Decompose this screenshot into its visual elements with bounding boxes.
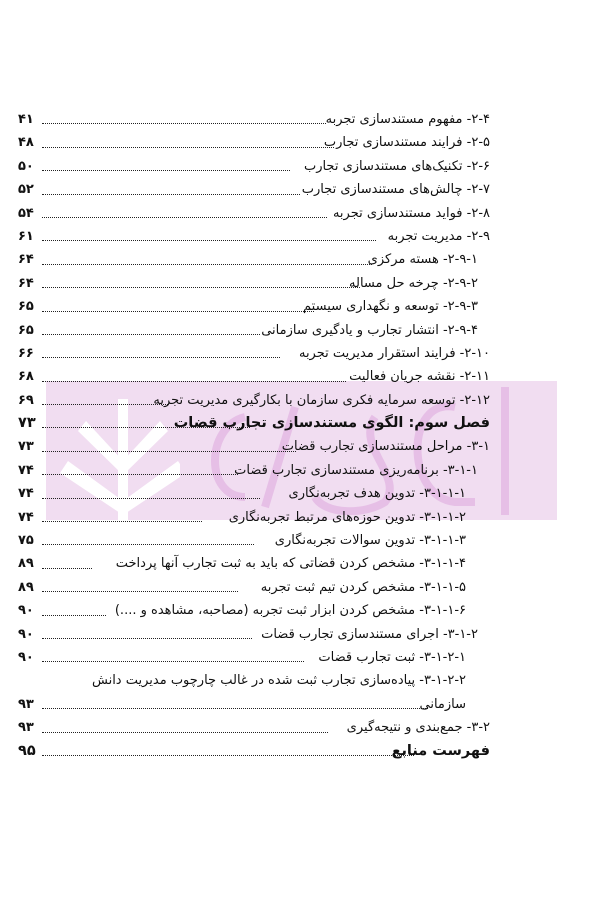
toc-page-number: ۵۴ <box>18 205 34 221</box>
toc-row[interactable] <box>18 506 490 529</box>
toc-page-number: ۹۰ <box>18 626 34 642</box>
dot-leader <box>42 202 327 225</box>
dot-leader <box>42 482 260 505</box>
toc-row[interactable] <box>18 646 490 669</box>
dot-leader <box>42 295 314 318</box>
toc-page-number: ۷۳ <box>18 439 34 455</box>
toc-page-number: ۶۵ <box>18 299 34 315</box>
dot-leader <box>42 365 346 388</box>
dot-leader <box>42 225 376 248</box>
toc-page-number: ۹۳ <box>18 696 34 712</box>
toc-entry-title: ۲-۶- تکنیک‌های مستندسازی تجارب <box>303 158 490 174</box>
table-of-contents <box>18 108 490 763</box>
toc-entry-title: ۳-۱-۱-۳- تدوین سوالات تجربه‌نگاری <box>274 533 466 549</box>
toc-chapter-row[interactable] <box>18 740 490 763</box>
toc-page-number: ۷۳ <box>18 415 36 432</box>
toc-entry-title: ۲-۹-۱- هسته مرکزی <box>367 252 478 268</box>
toc-page-number: ۷۴ <box>18 486 34 502</box>
toc-entry-title: ۳-۱-۱-۴- مشخص کردن قضاتی که باید به ثبت تجارب آنها پرداخت <box>115 556 466 572</box>
dot-leader <box>42 131 334 154</box>
toc-entry-title: ۳-۱-۲-۱- ثبت تجارب قضات <box>318 649 466 665</box>
toc-page-number: ۶۴ <box>18 275 34 291</box>
toc-row[interactable] <box>18 459 490 482</box>
toc-entry-title: ۲-۵- فرایند مستندسازی تجارب <box>323 135 490 151</box>
toc-row[interactable] <box>18 225 490 248</box>
toc-row[interactable] <box>18 482 490 505</box>
toc-page-number: ۵۲ <box>18 182 34 198</box>
toc-page-number: ۵۰ <box>18 158 34 174</box>
toc-page-number: ۶۸ <box>18 369 34 385</box>
toc-page-number: ۶۶ <box>18 345 34 361</box>
toc-entry-title: ۲-۸- فواید مستندسازی تجربه <box>332 205 490 221</box>
dot-leader <box>42 459 238 482</box>
toc-entry-title: ۳-۲- جمع‌بندی و نتیجه‌گیری <box>346 720 490 736</box>
toc-entry-title: ۳-۱-۱-۶- مشخص کردن ابزار ثبت تجربه (مصاحبه، مشاهده و ....) <box>114 603 466 619</box>
dot-leader <box>42 599 106 622</box>
dot-leader <box>42 529 254 552</box>
toc-entry-title: ۳-۱-۲-۲- پیاده‌سازی تجارب ثبت شده در غالب چارچوب مدیریت دانش <box>92 673 466 689</box>
toc-page-number: ۶۹ <box>18 392 34 408</box>
toc-row[interactable] <box>18 108 490 131</box>
toc-row[interactable] <box>18 295 490 318</box>
toc-page-number: ۹۰ <box>18 649 34 665</box>
toc-page-number: ۹۵ <box>18 742 36 759</box>
toc-page-number: ۸۹ <box>18 556 34 572</box>
toc-entry-title: ۳-۱-۱-۱- تدوین هدف تجربه‌نگاری <box>288 486 466 502</box>
toc-row[interactable] <box>18 178 490 201</box>
toc-row[interactable] <box>18 693 490 716</box>
toc-row[interactable] <box>18 202 490 225</box>
toc-entry-title: فصل سوم: الگوی مستندسازی تجارب قضات <box>173 415 490 432</box>
dot-leader <box>42 552 92 575</box>
toc-entry-title: ۲-۹-۳- توسعه و نگهداری سیستم <box>303 299 478 315</box>
toc-row[interactable] <box>18 248 490 271</box>
toc-row[interactable] <box>18 576 490 599</box>
toc-entry-title: ۳-۱-۱- برنامه‌ریزی مستندسازی تجارب قضات <box>234 462 478 478</box>
toc-entry-title: ۲-۱۱- نقشه جریان فعالیت <box>349 369 490 385</box>
toc-row[interactable] <box>18 529 490 552</box>
dot-leader <box>42 740 414 763</box>
toc-row[interactable] <box>18 131 490 154</box>
toc-entry-title: سازمانی <box>419 696 466 712</box>
toc-page-number: ۹۳ <box>18 720 34 736</box>
toc-row[interactable] <box>18 155 490 178</box>
toc-row[interactable] <box>18 599 490 622</box>
toc-page-number: ۷۴ <box>18 509 34 525</box>
toc-page-number: ۴۸ <box>18 135 34 151</box>
toc-page-number: ۷۴ <box>18 462 34 478</box>
dot-leader <box>42 108 326 131</box>
toc-entry-title: ۳-۱-۲- اجرای مستندسازی تجارب قضات <box>261 626 478 642</box>
toc-entry-title: فهرست منابع <box>391 742 490 759</box>
dot-leader <box>42 435 296 458</box>
toc-row[interactable] <box>18 319 490 342</box>
toc-page-number: ۴۱ <box>18 112 34 127</box>
toc-row[interactable] <box>18 365 490 388</box>
toc-row[interactable] <box>18 669 490 692</box>
toc-page-number: ۶۱ <box>18 228 34 244</box>
toc-entry-title: ۳-۱-۱-۲- تدوین حوزه‌های مرتبط تجربه‌نگاری <box>228 509 466 525</box>
toc-entry-title: ۲-۹-۴- انتشار تجارب و یادگیری سازمانی <box>261 322 478 338</box>
toc-page-number: ۹۰ <box>18 603 34 619</box>
dot-leader <box>42 389 168 412</box>
dot-leader <box>42 693 428 716</box>
dot-leader <box>42 506 202 529</box>
dot-leader <box>42 716 328 739</box>
toc-entry-title: ۳-۱- مراحل مستندسازی تجارب قضات <box>281 439 490 455</box>
dot-leader <box>42 623 252 646</box>
toc-row[interactable] <box>18 389 490 412</box>
toc-entry-title: ۲-۹- مدیریت تجربه <box>387 228 490 244</box>
toc-page-number: ۷۵ <box>18 533 34 549</box>
dot-leader <box>42 342 280 365</box>
toc-entry-title: ۲-۱۰- فرایند استقرار مدیریت تجربه <box>298 345 490 361</box>
toc-page-number: ۶۴ <box>18 252 34 268</box>
toc-row[interactable] <box>18 342 490 365</box>
toc-page-number: ۶۵ <box>18 322 34 338</box>
toc-row[interactable] <box>18 623 490 646</box>
dot-leader <box>42 576 238 599</box>
dot-leader <box>42 248 372 271</box>
toc-entry-title: ۲-۱۲- توسعه سرمایه فکری سازمان با بکارگیری مدیریت تجربه <box>153 392 490 408</box>
toc-row[interactable] <box>18 552 490 575</box>
toc-chapter-row[interactable] <box>18 412 490 435</box>
toc-entry-title: ۳-۱-۱-۵- مشخص کردن تیم ثبت تجربه <box>260 579 466 595</box>
dot-leader <box>42 319 260 342</box>
toc-entry-title: ۲-۹-۲- چرخه حل مساله <box>349 275 478 291</box>
toc-row[interactable] <box>18 435 490 458</box>
dot-leader <box>42 272 360 295</box>
toc-row[interactable] <box>18 716 490 739</box>
toc-page-number: ۸۹ <box>18 579 34 595</box>
dot-leader <box>42 178 300 201</box>
toc-row[interactable] <box>18 272 490 295</box>
toc-entry-title: ۲-۷- چالش‌های مستندسازی تجارب <box>301 182 490 198</box>
dot-leader <box>42 646 304 669</box>
dot-leader <box>42 155 290 178</box>
toc-entry-title: ۲-۴- مفهوم مستندسازی تجربه <box>325 112 490 127</box>
